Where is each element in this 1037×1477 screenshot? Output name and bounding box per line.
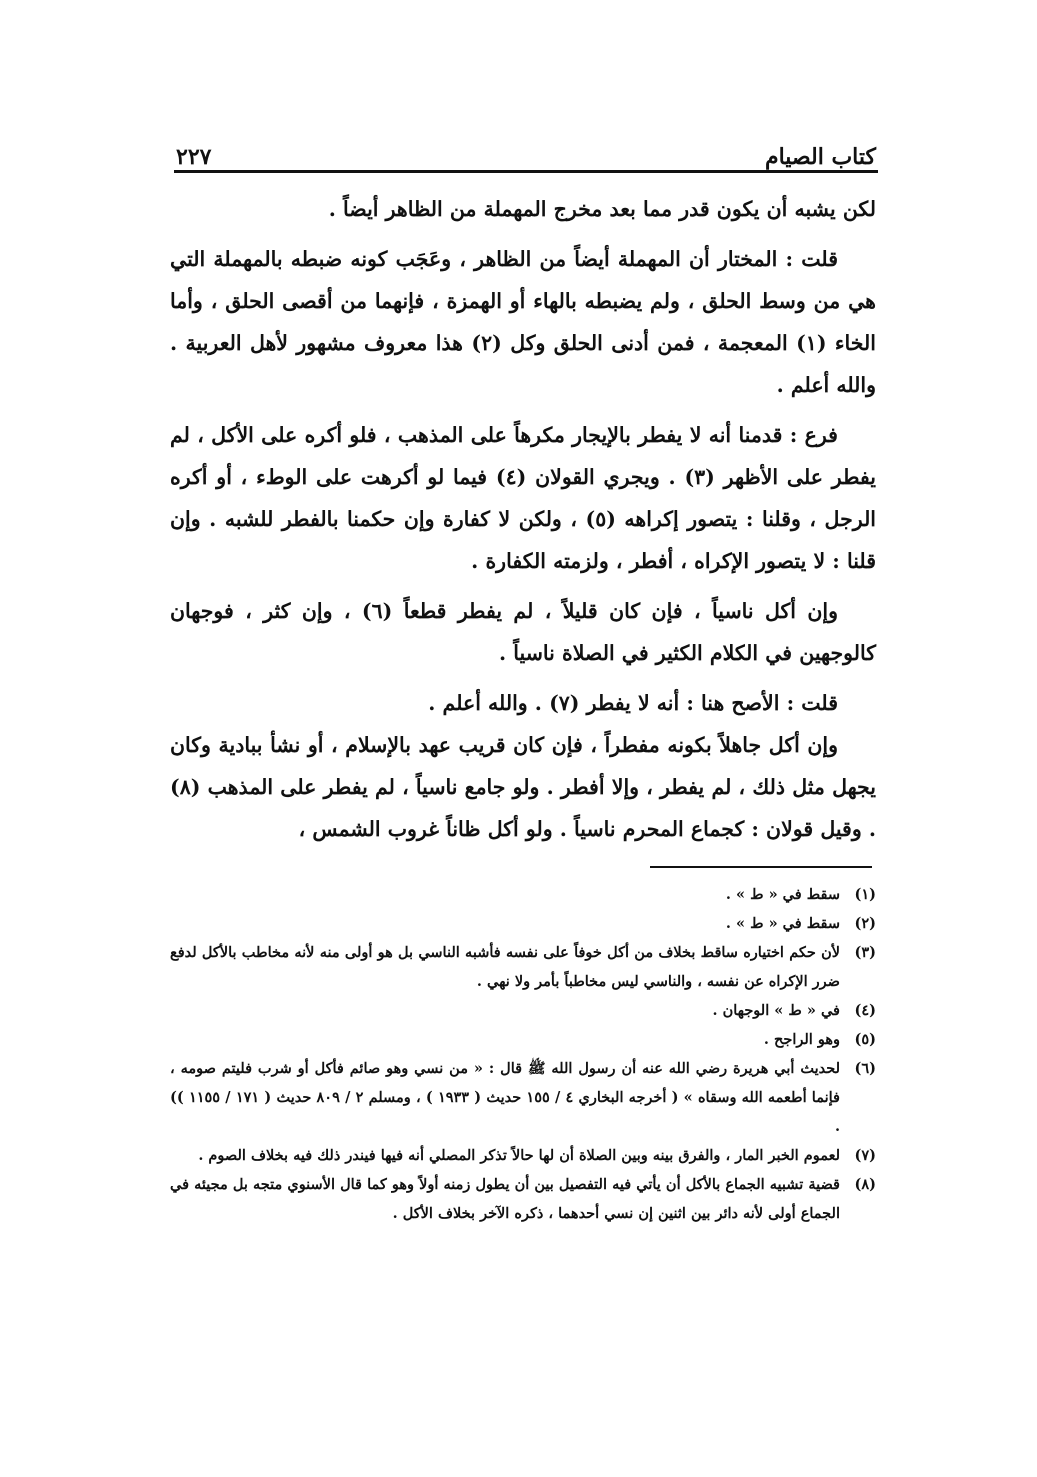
footnote xyxy=(170,1054,876,1141)
footnote-text: في « ط » الوجهان . xyxy=(712,1002,840,1019)
footnote-text: وهو الراجح . xyxy=(763,1031,840,1048)
footnote-number: (٨) xyxy=(854,1176,876,1193)
footnote xyxy=(170,938,876,996)
paragraph: وإن أكل جاهلاً بكونه مفطراً ، فإن كان قريب عهد بالإسلام ، أو نشأ ببادية وكان يجهل مثل ذلك ، لم يفطر ، وإلا أفطر . ولو جامع ناسياً ، لم يفطر على المذهب (٨) . وقيل قولان : كجماع المحرم ناسياً . ولو أكل ظاناً غروب الشمس ، xyxy=(170,733,876,841)
footnote xyxy=(170,880,876,909)
footnotes xyxy=(170,880,876,1228)
footnote-number: (١) xyxy=(854,886,876,903)
page-header xyxy=(176,128,876,170)
paragraph: قلت : الأصح هنا : أنه لا يفطر (٧) . والله أعلم . xyxy=(428,691,838,715)
footnote-text: لعموم الخبر المار ، والفرق بينه وبين الصلاة أن لها حالاً تذكر المصلي أنه فيها فيندر ذلك فيه بخلاف الصوم . xyxy=(198,1147,840,1164)
footnote-text: سقط في « ط » . xyxy=(725,915,840,932)
footnote-number: (٢) xyxy=(854,915,876,932)
footnote-text: قضية تشبيه الجماع بالأكل أن يأتي فيه التفصيل بين أن يطول زمنه أولاً وهو كما قال الأسنوي متجه بل مجيئه في الجماع أولى لأنه دائر بين اثنين إن نسي أحدهما ، ذكره الآخر بخلاف الأكل . xyxy=(170,1176,840,1222)
footnote-text: سقط في « ط » . xyxy=(725,886,840,903)
paragraph: فرع : قدمنا أنه لا يفطر بالإيجار مكرهاً على المذهب ، فلو أكره على الأكل ، لم يفطر على الأظهر (٣) . ويجري القولان (٤) فيما لو أكرهت على الوطء ، أو أكره الرجل ، وقلنا : يتصور إكراهه (٥) ، ولكن لا كفارة وإن حكمنا بالفطر للشبه . وإن قلنا : لا يتصور الإكراه ، أفطر ، ولزمته الكفارة . xyxy=(170,423,877,573)
paragraph: لكن يشبه أن يكون قدر مما بعد مخرج المهملة من الظاهر أيضاً . xyxy=(328,197,876,221)
footnote-divider xyxy=(650,866,872,868)
footnote xyxy=(170,1025,876,1054)
footnote xyxy=(170,909,876,938)
footnote-text: لأن حكم اختياره ساقط بخلاف من أكل خوفاً على نفسه فأشبه الناسي بل هو أولى منه لأنه مخاطب بالأكل لدفع ضرر الإكراه عن نفسه ، والناسي ليس مخاطباً بأمر ولا نهي . xyxy=(170,944,840,990)
footnote xyxy=(170,1170,876,1228)
book-title: كتاب الصيام xyxy=(764,144,876,170)
footnote-number: (٣) xyxy=(854,944,876,961)
footnote-text: لحديث أبي هريرة رضي الله عنه أن رسول الله ﷺ قال : « من نسي وهو صائم فأكل أو شرب فليتم صومه ، فإنما أطعمه الله وسقاه » ( أخرجه البخاري ٤ / ١٥٥ حديث ( ١٩٣٣ ) ، ومسلم ٢ / ٨٠٩ حديث ( ١٧١ / ١١٥٥ )) . xyxy=(170,1060,840,1135)
header-divider xyxy=(174,170,878,173)
footnote-number: (٥) xyxy=(854,1031,876,1048)
paragraph: قلت : المختار أن المهملة أيضاً من الظاهر ، وعَجَب كونه ضبطه بالمهملة التي هي من وسط الحلق ، ولم يضبطه بالهاء أو الهمزة ، فإنهما من أقصى الحلق ، وأما الخاء (١) المعجمة ، فمن أدنى الحلق وكل (٢) هذا معروف مشهور لأهل العربية . والله أعلم . xyxy=(170,247,876,397)
main-text xyxy=(170,188,876,858)
footnote xyxy=(170,996,876,1025)
footnote-number: (٦) xyxy=(854,1060,876,1077)
footnote-number: (٤) xyxy=(854,1002,876,1019)
paragraph: وإن أكل ناسياً ، فإن كان قليلاً ، لم يفطر قطعاً (٦) ، وإن كثر ، فوجهان كالوجهين في الكلام الكثير في الصلاة ناسياً . xyxy=(170,599,876,665)
footnote-number: (٧) xyxy=(854,1147,876,1164)
footnote xyxy=(170,1141,876,1170)
page-number: ٢٢٧ xyxy=(176,144,212,170)
